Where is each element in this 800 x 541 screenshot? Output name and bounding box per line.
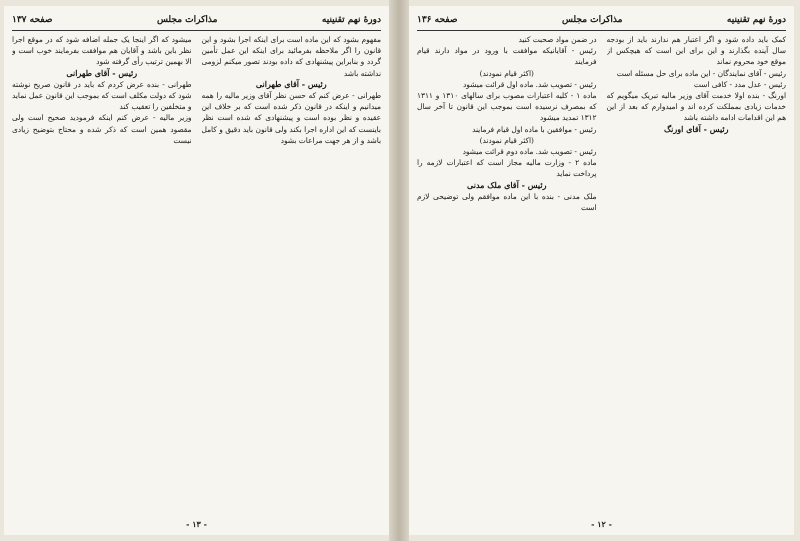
- paragraph: ماده ۱ - کلیه اعتبارات مصوب برای سالهای ۱۳۱۰ و ۱۳۱۱ که بمصرف نرسیده است بموجب این قانون تا آخر سال ۱۳۱۲ تمدید میشود: [417, 91, 597, 123]
- right-columns: [417, 34, 786, 513]
- paragraph: رئیس - تصویب شد. ماده اول قرائت میشود: [463, 79, 597, 89]
- left-column-2: [12, 34, 192, 513]
- left-page-label: صفحه ۱۳۷: [12, 15, 53, 25]
- left-session-label: دورهٔ نهم تقنینیه: [321, 15, 381, 25]
- paragraph: کمک باید داده شود و اگر اعتبار هم ندارند باید از بودجه سال آینده بگذارند و این برای این است که هیچکس از موقع خود محروم نماند: [606, 35, 786, 67]
- book-gutter: [389, 0, 409, 541]
- right-header-rule: [417, 30, 786, 31]
- right-page: [409, 6, 794, 535]
- paragraph: وزیر مالیه - عرض کنم اینکه فرمودید صحیح است ولی مقصود همین است که ذکر شده و محتاج بتوضیح زیادی نیست: [12, 113, 192, 145]
- vote-note: (اکثر قیام نمودند): [479, 68, 534, 78]
- paragraph: رئیس - عدل مدد - کافی است: [693, 79, 786, 89]
- right-title: مذاکرات مجلس: [561, 15, 623, 25]
- left-header-rule: [12, 30, 381, 31]
- speaker-line: رئیس - آقای اورنگ: [664, 123, 729, 134]
- paragraph: میشود که اگر اینجا یک جمله اضافه شود که در موقع اجرا نظر باین باشد و آقایان هم موافقت بفرمایند خوب است و الا بهمین ترتیب رأی گرفته شود: [12, 35, 192, 67]
- left-columns: [12, 34, 381, 513]
- paragraph: رئیس - تصویب شد. ماده دوم قرائت میشود: [462, 147, 597, 157]
- right-folio: - ۱۲ -: [591, 519, 612, 529]
- left-column-1: [202, 34, 382, 513]
- paragraph: رئیس - آقای نمایندگان - این ماده برای حل مسئله است: [616, 68, 786, 78]
- vote-note: (اکثر قیام نمودند): [479, 135, 534, 145]
- paragraph: طهرانی - عرض کنم که حسن نظر آقای وزیر مالیه را همه میدانیم و اینکه در قانون ذکر شده است که بر خلاف این عقیده و نظر بوده است و پیشنهادی که شده است نظر باینست که این اداره اجرا بکند ولی قانون باید دقیق و کامل باشد و از هر جهت مراعات بشود: [201, 91, 381, 145]
- paragraph: رئیس - موافقین با ماده اول قیام فرمایند: [472, 124, 597, 134]
- paragraph: در ضمن مواد صحبت کنید: [518, 35, 597, 44]
- left-page: [4, 6, 389, 535]
- speaker-line: رئیس - آقای طهرانی: [255, 78, 327, 89]
- speaker-line: رئیس - آقای طهرانی: [66, 67, 138, 78]
- paragraph: طهرانی - بنده عرض کردم که باید در قانون صریح نوشته شود که دولت مکلف است که بموجب این قانون عمل نماید و متخلفین را تعقیب کند: [12, 79, 192, 112]
- paragraph: اورنگ - بنده اولا خدمت آقای وزیر مالیه تبریک میگویم که خدمات زیادی بمملکت کرده اند و امیدوارم که بعد از این هم این اقدامات ادامه داشته باشد: [606, 91, 786, 123]
- paragraph: ملک مدنی - بنده با این ماده موافقم ولی توضیحی لازم است: [417, 191, 597, 213]
- left-title: مذاکرات مجلس: [156, 15, 218, 25]
- paragraph: ماده ۲ - وزارت مالیه مجاز است که اعتبارات لازمه را پرداخت نماید: [417, 158, 597, 179]
- right-page-label: صفحه ۱۳۶: [417, 15, 458, 25]
- left-folio: - ۱۳ -: [186, 519, 207, 529]
- left-page-header: [12, 12, 381, 28]
- paragraph: رئیس - آقایانیکه موافقت با ورود در مواد دارند قیام فرمایند: [417, 46, 597, 67]
- right-column-1: [607, 34, 787, 513]
- right-column-2: [417, 34, 597, 513]
- right-session-label: دورهٔ نهم تقنینیه: [726, 15, 786, 25]
- right-page-header: [417, 12, 786, 28]
- speaker-line: رئیس - آقای ملک مدنی: [467, 179, 547, 190]
- paragraph: مفهوم بشود که این ماده است برای اینکه اجرا بشود و این قانون را اگر ملاحظه بفرمائید برای اینکه این عمل تأمین گردد و بنابراین پیشنهادی که داده بودند تصور میکنم لزومی نداشته باشد: [201, 35, 381, 78]
